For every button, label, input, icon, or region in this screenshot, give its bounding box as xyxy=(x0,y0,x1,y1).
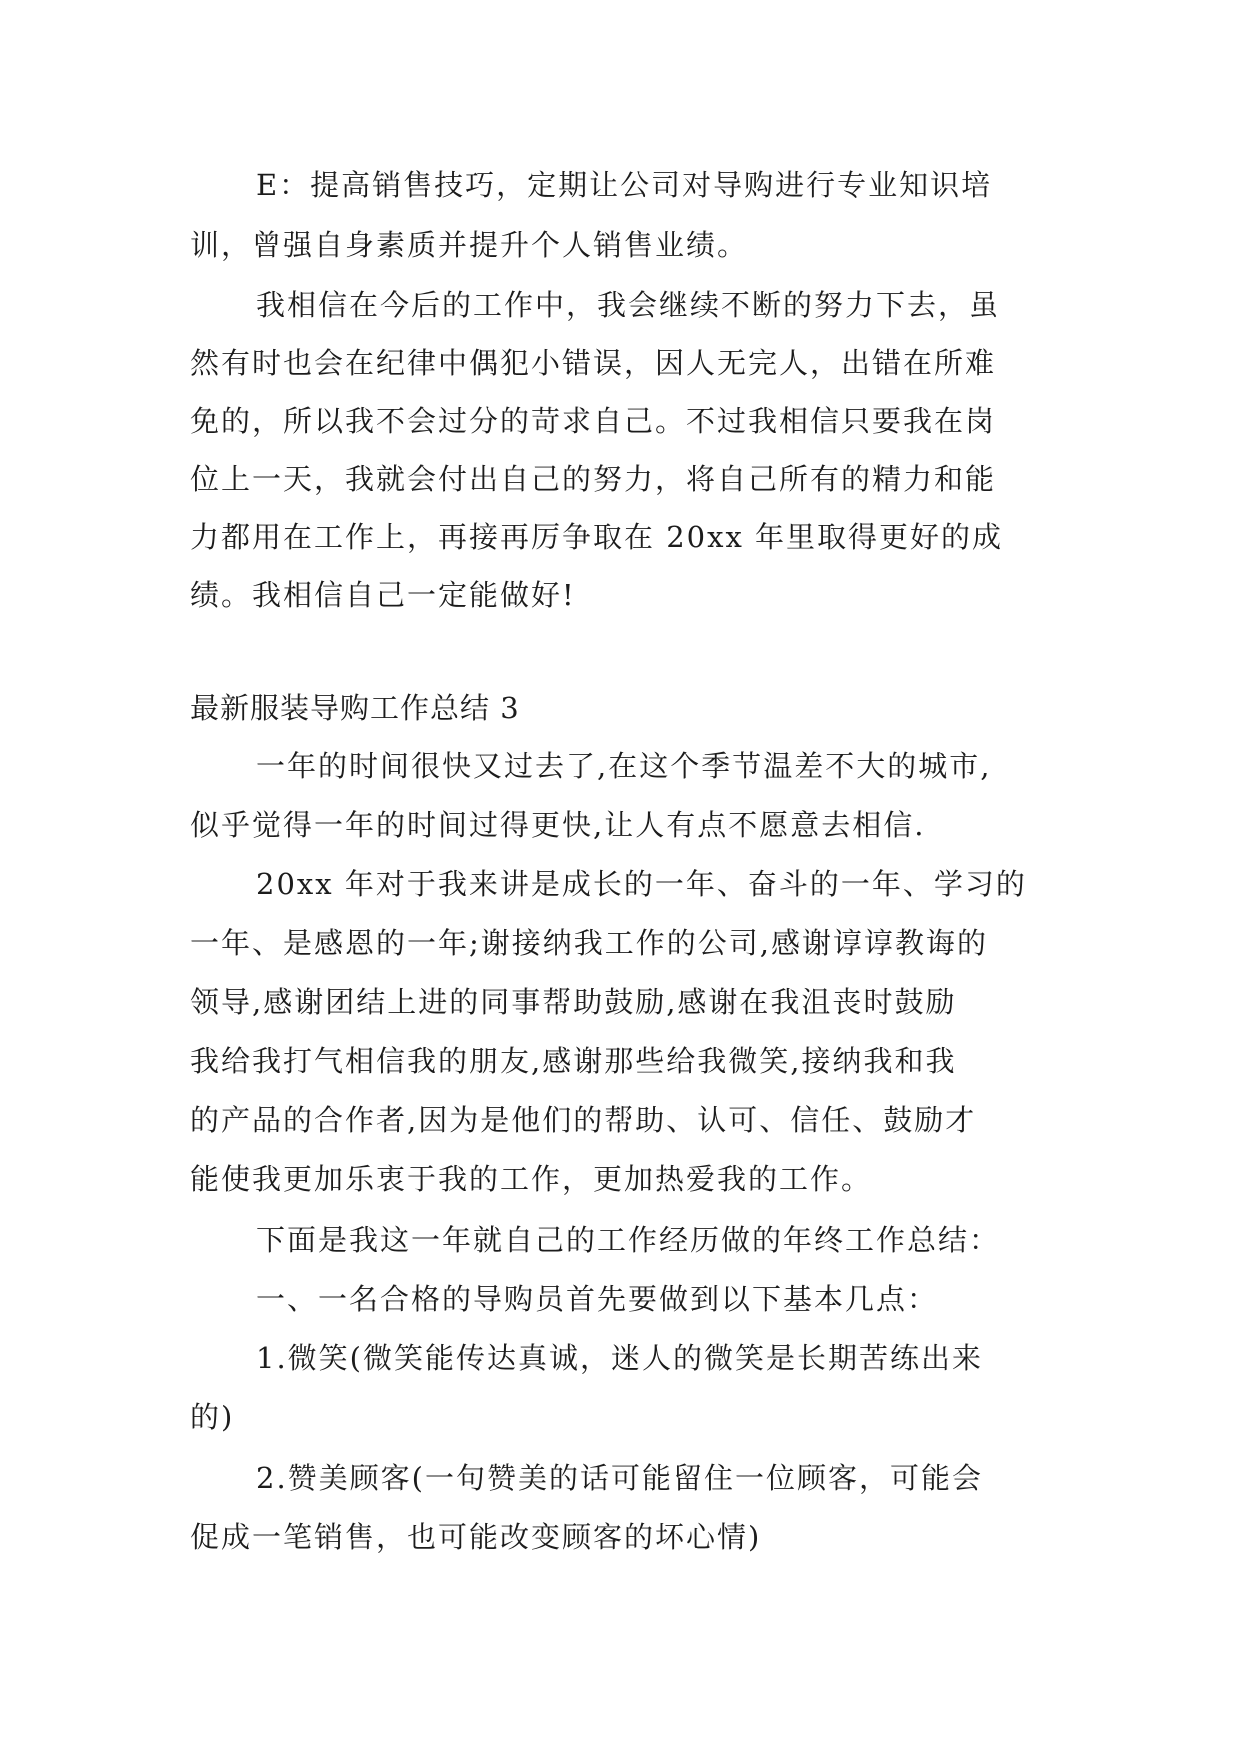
list-item: 2.赞美顾客(一句赞美的话可能留住一位顾客，可能会 xyxy=(256,1461,983,1495)
paragraph-line: 的产品的合作者,因为是他们的帮助、认可、信任、鼓励才 xyxy=(190,1103,977,1137)
paragraph-line: 然有时也会在纪律中偶犯小错误，因人无完人，出错在所难 xyxy=(190,346,997,380)
paragraph-line: 似乎觉得一年的时间过得更快,让人有点不愿意去相信. xyxy=(190,808,926,842)
list-item: 1.微笑(微笑能传达真诚，迷人的微笑是长期苦练出来 xyxy=(256,1341,983,1375)
paragraph-line: 20xx 年对于我来讲是成长的一年、奋斗的一年、学习的 xyxy=(256,867,1027,901)
paragraph-line: 位上一天，我就会付出自己的努力，将自己所有的精力和能 xyxy=(190,462,997,496)
paragraph-line: 一、一名合格的导购员首先要做到以下基本几点： xyxy=(256,1282,939,1316)
paragraph-line: 我相信在今后的工作中，我会继续不断的努力下去，虽 xyxy=(256,288,1001,322)
paragraph-line: 绩。我相信自己一定能做好! xyxy=(190,578,576,612)
paragraph-line: 下面是我这一年就自己的工作经历做的年终工作总结： xyxy=(256,1223,1001,1257)
paragraph-line: E：提高销售技巧，定期让公司对导购进行专业知识培 xyxy=(256,168,993,202)
paragraph-line: 能使我更加乐衷于我的工作，更加热爱我的工作。 xyxy=(190,1162,873,1196)
paragraph-line: 领导,感谢团结上进的同事帮助鼓励,感谢在我沮丧时鼓励 xyxy=(190,985,957,1019)
section-title: 最新服装导购工作总结 3 xyxy=(190,691,520,725)
paragraph-line: 一年、是感恩的一年;谢接纳我工作的公司,感谢谆谆教诲的 xyxy=(190,926,988,960)
paragraph-line: 训，曾强自身素质并提升个人销售业绩。 xyxy=(190,228,749,262)
list-item-continuation: 的) xyxy=(190,1400,235,1434)
paragraph-line: 力都用在工作上，再接再厉争取在 20xx 年里取得更好的成 xyxy=(190,520,1004,554)
paragraph-line: 免的，所以我不会过分的苛求自己。不过我相信只要我在岗 xyxy=(190,404,997,438)
paragraph-line: 我给我打气相信我的朋友,感谢那些给我微笑,接纳我和我 xyxy=(190,1044,957,1078)
list-item-continuation: 促成一笔销售，也可能改变顾客的坏心情) xyxy=(190,1520,762,1554)
paragraph-line: 一年的时间很快又过去了,在这个季节温差不大的城市, xyxy=(256,749,992,783)
